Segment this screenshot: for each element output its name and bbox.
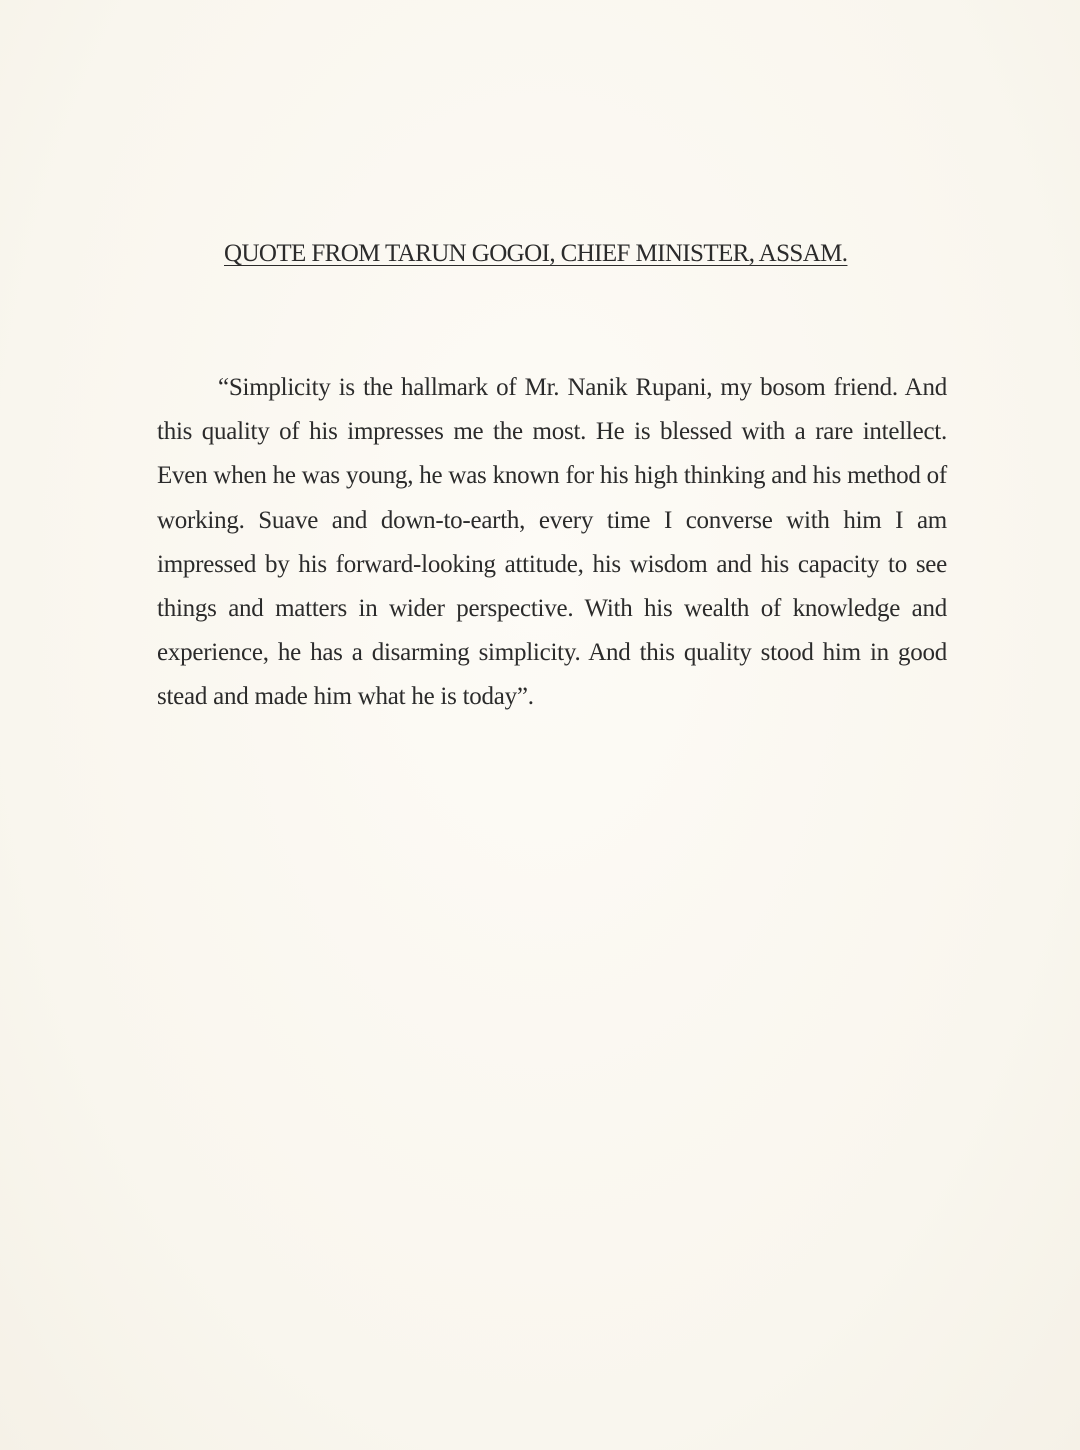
quote-paragraph: “Simplicity is the hallmark of Mr. Nanik Rupani, my bosom friend. And this quality of his impresses me the most. He is blessed with a rare intellect. Even when he was young, he was known for his high thinking and his method of working. Suave and down-to-earth, every time I converse with him I am impressed by his forward-looking attitude, his wisdom and his capacity to see things and matters in wider perspective. With his wealth of knowledge and experience, he has a disarming simplicity. And this quality stood him in good stead and made him what he is today”.: [157, 374, 947, 711]
page-title: QUOTE FROM TARUN GOGOI, CHIEF MINISTER, ASSAM.: [224, 240, 848, 267]
